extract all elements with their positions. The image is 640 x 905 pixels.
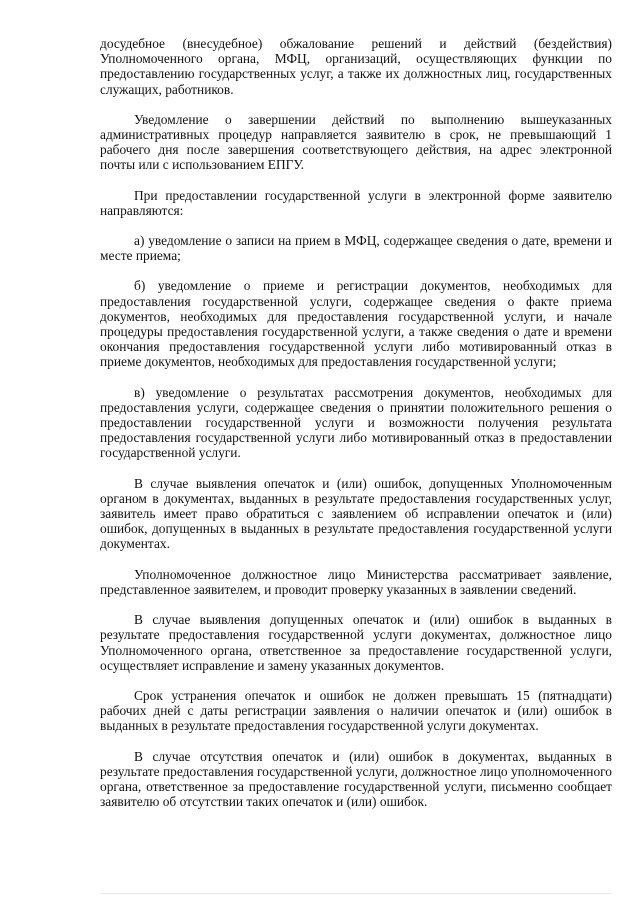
list-item-v: в) уведомление о результатах рассмотрения документов, необходимых для предоставления услуги, содержащее сведения о принятии положительного решения о предоставлении государственной услуги и возможности получения результата предоставления государственной услуги либо мотивированный отказ в предоставлении государственной услуги. [100, 384, 612, 461]
page-bottom-divider [100, 893, 612, 894]
paragraph-completion-notice: Уведомление о завершении действий по выполнению вышеуказанных административных процедур направляется заявителю в срок, не превышающий 1 рабочего дня после завершения соответствующего действия, на адрес электронной почты или с использованием ЕПГУ. [100, 111, 612, 173]
paragraph-electronic-form-intro: При предоставлении государственной услуги в электронной форме заявителю направляются: [100, 187, 612, 218]
paragraph-no-errors: В случае отсутствия опечаток и (или) ошибок в документах, выданных в результате предоставления государственной услуги, должностное лицо уполномоченного органа, ответственное за предоставление государственной услуги, письменно сообщает заявителю об отсутствии таких опечаток и (или) ошибок. [100, 748, 612, 810]
paragraph-correction-deadline: Срок устранения опечаток и ошибок не должен превышать 15 (пятнадцати) рабочих дней с даты регистрации заявления о наличии опечаток и (или) ошибок в выданных в результате предоставления государственной услуги документах. [100, 687, 612, 734]
list-item-b: б) уведомление о приеме и регистрации документов, необходимых для предоставления государственной услуги, содержащее сведения о факте приема документов, необходимых для предоставления государственной услуги, и начале процедуры предоставления государственной услуги, а также сведения о дате и времени окончания предоставления государственной услуги либо мотивированный отказ в приеме документов, необходимых для предоставления государственной услуги; [100, 278, 612, 370]
paragraph-correction: В случае выявления допущенных опечаток и (или) ошибок в выданных в результате предоставления государственной услуги документах, должностное лицо Уполномоченного органа, ответственное за предоставление государственной услуги, осуществляет исправление и замену указанных документов. [100, 612, 612, 673]
document-body [100, 36, 612, 809]
list-item-a: а) уведомление о записи на прием в МФЦ, содержащее сведения о дате, времени и месте приема; [100, 233, 612, 264]
paragraph-errors-found: В случае выявления опечаток и (или) ошибок, допущенных Уполномоченным органом в документах, выданных в результате предоставления государственных услуг, заявитель имеет право обратиться с заявлением об исправлении опечаток и (или) ошибок, допущенных в выданных в результате предоставления государственной услуги документах. [100, 475, 612, 552]
paragraph-official-review: Уполномоченное должностное лицо Министерства рассматривает заявление, представленное заявителем, и проводит проверку указанных в заявлении сведений. [100, 566, 612, 597]
paragraph-continuation: досудебное (внесудебное) обжалование решений и действий (бездействия) Уполномоченного органа, МФЦ, организаций, осуществляющих функции по предоставлению государственных услуг, а также их должностных лиц, государственных служащих, работников. [100, 36, 612, 97]
